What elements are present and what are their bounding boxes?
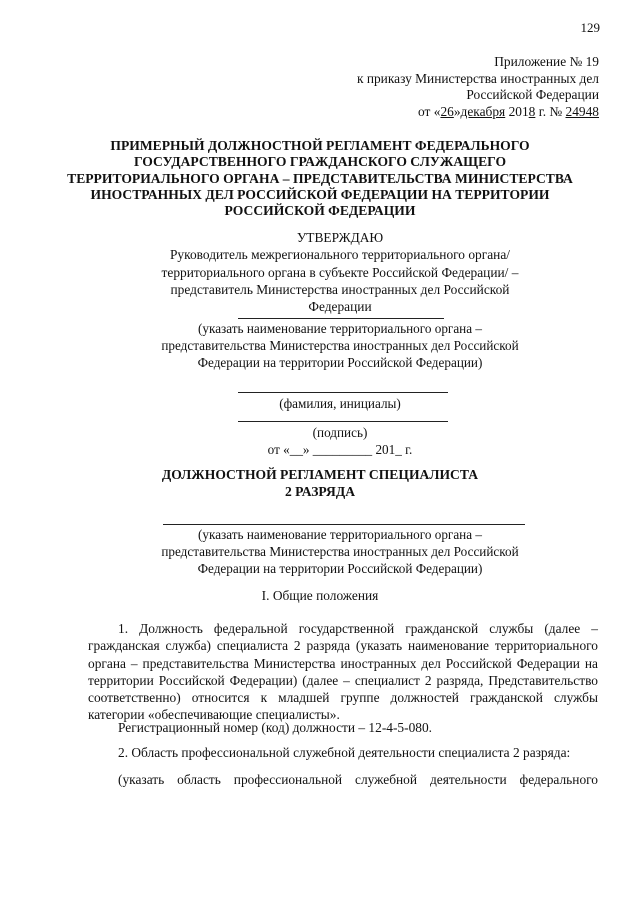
paragraph-2: 2. Область профессиональной служебной деятельности специалиста 2 разряда: xyxy=(118,745,571,760)
name-line xyxy=(238,392,448,393)
approval-text: Руководитель межрегионального территориального органа/территориального органа в субъекте Российской Федерации/ – представитель Министерства иностранных дел Российской Федерации xyxy=(161,247,519,315)
page-number: 129 xyxy=(580,20,600,35)
org-name-line xyxy=(238,318,444,319)
name-caption: (фамилия, инициалы) xyxy=(279,396,401,411)
signature-line xyxy=(238,421,448,422)
date-mid: » xyxy=(453,103,461,119)
appendix-line-1: Приложение № 19 xyxy=(494,54,599,69)
appendix-line-2: к приказу Министерства иностранных дел xyxy=(356,70,599,86)
approval-block xyxy=(160,229,520,315)
date-prefix: от « xyxy=(418,103,441,119)
date-year-suffix: 8 xyxy=(528,103,536,119)
date-month: декабря xyxy=(460,103,506,119)
appendix-line-3: Российской Федерации xyxy=(466,87,599,102)
paragraph-1: 1. Должность федеральной государственной гражданской службы (далее – гражданская служба) специалиста 2 разряда (указать наименование территориального органа – представительства Министерства иностранных дел Российской Федерации на территории Российской Федерации) (далее – специалист 2 разряда, Представительство соответственно) относится к младшей группе должностей гражданской службы категории «обеспечивающие специалисты». xyxy=(88,621,598,723)
registration-number: Регистрационный номер (код) должности – 12-4-5-080. xyxy=(118,720,433,735)
approval-org-caption: (указать наименование территориального органа – представительства Министерства иностранных дел Российской Федерации на территории Российской Федерации) xyxy=(161,321,519,370)
date-day: 26 xyxy=(440,103,454,119)
appendix-block xyxy=(357,54,599,120)
approval-date: от «__» _________ 201_ г. xyxy=(267,442,413,457)
main-title: ПРИМЕРНЫЙ ДОЛЖНОСТНОЙ РЕГЛАМЕНТ ФЕДЕРАЛЬНОГО ГОСУДАРСТВЕННОГО ГРАЖДАНСКОГО СЛУЖАЩЕГО ТЕРРИТОРИАЛЬНОГО ОРГАНА – ПРЕДСТАВИТЕЛЬСТВА МИНИСТЕРСТВА ИНОСТРАННЫХ ДЕЛ РОССИЙСКОЙ ФЕДЕРАЦИИ НА ТЕРРИТОРИИ РОССИЙСКОЙ ФЕДЕРАЦИИ xyxy=(67,138,573,219)
section-heading: I. Общие положения xyxy=(261,588,379,603)
appendix-date-line xyxy=(357,104,599,121)
approval-heading: УТВЕРЖДАЮ xyxy=(296,230,384,245)
signature-caption: (подпись) xyxy=(312,425,368,440)
date-sep: г. № xyxy=(535,103,566,119)
doc-org-line xyxy=(163,524,525,525)
paragraph-3: (указать область профессиональной служебной деятельности федерального xyxy=(118,772,598,787)
date-year-prefix: 201 xyxy=(505,103,529,119)
document-title: ДОЛЖНОСТНОЙ РЕГЛАМЕНТ СПЕЦИАЛИСТА 2 РАЗРЯДА xyxy=(161,467,479,499)
order-number: 24948 xyxy=(565,103,599,119)
document-org-caption: (указать наименование территориального органа – представительства Министерства иностранных дел Российской Федерации на территории Российской Федерации) xyxy=(161,527,519,576)
